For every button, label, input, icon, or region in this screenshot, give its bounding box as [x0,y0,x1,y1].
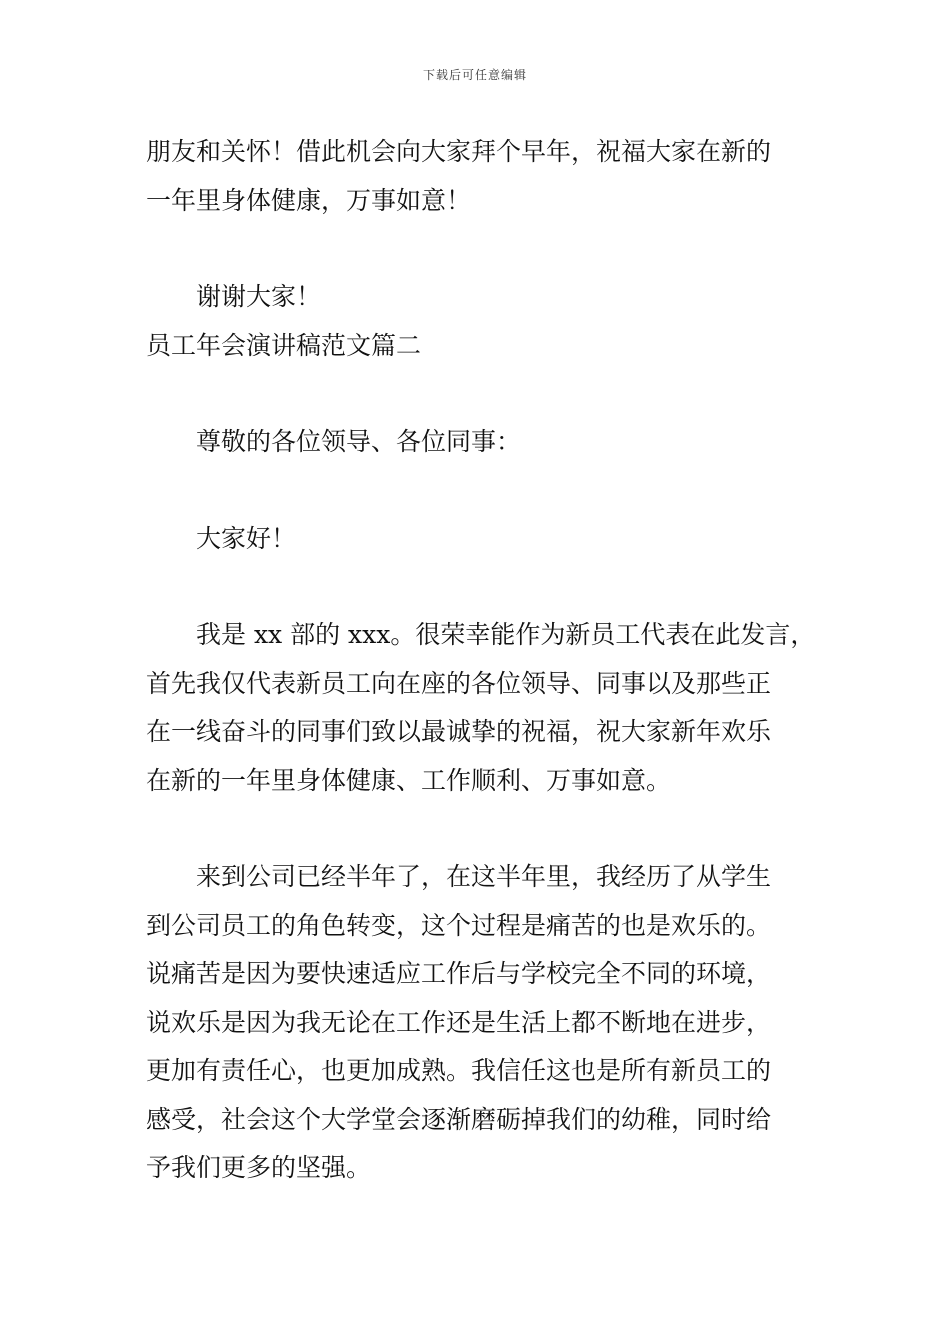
paragraph-gap [146,225,826,273]
paragraph-experience [146,853,826,1193]
text-line: 我是 xx 部的 xxx。很荣幸能作为新员工代表在此发言， [196,620,816,649]
text-line: 感受，社会这个大学堂会逐渐磨砺掉我们的幼稚，同时给 [146,1104,772,1134]
text-line: 说痛苦是因为要快速适应工作后与学校完全不同的环境， [146,959,772,988]
text-line: 尊敬的各位领导、各位同事： [196,427,522,456]
text-line: 在一线奋斗的同事们致以最诚挚的祝福，祝大家新年欢乐 [146,717,772,746]
text-line: 一年里身体健康，万事如意！ [146,185,472,215]
text-line: 在新的一年里身体健康、工作顺利、万事如意。 [146,765,672,795]
text-line: 大家好！ [196,523,297,553]
document-body [146,128,826,1193]
paragraph-thanks [146,273,826,322]
paragraph-closing-wishes [146,128,826,225]
text-line: 首先我仅代表新员工向在座的各位领导、同事以及那些正 [146,668,772,698]
text-line: 谢谢大家！ [196,282,322,311]
text-line: 予我们更多的坚强。 [146,1153,372,1182]
section-heading: 员工年会演讲稿范文篇二 [146,330,422,360]
paragraph-gap [146,370,826,418]
paragraph-introduction [146,611,826,805]
paragraph-gap [146,563,826,611]
page-header: 下载后可任意编辑 [422,68,527,82]
paragraph-greeting [146,515,826,564]
text-line: 朋友和关怀！借此机会向大家拜个早年，祝福大家在新的 [146,137,772,166]
paragraph-gap [146,467,826,515]
paragraph-gap [146,805,826,853]
text-line: 说欢乐是因为我无论在工作还是生活上都不断地在进步， [146,1007,772,1037]
text-line: 更加有责任心，也更加成熟。我信任这也是所有新员工的 [146,1056,772,1085]
text-line: 到公司员工的角色转变，这个过程是痛苦的也是欢乐的。 [146,910,772,940]
text-line: 来到公司已经半年了，在这半年里，我经历了从学生 [196,862,772,891]
paragraph-salutation [146,418,826,467]
